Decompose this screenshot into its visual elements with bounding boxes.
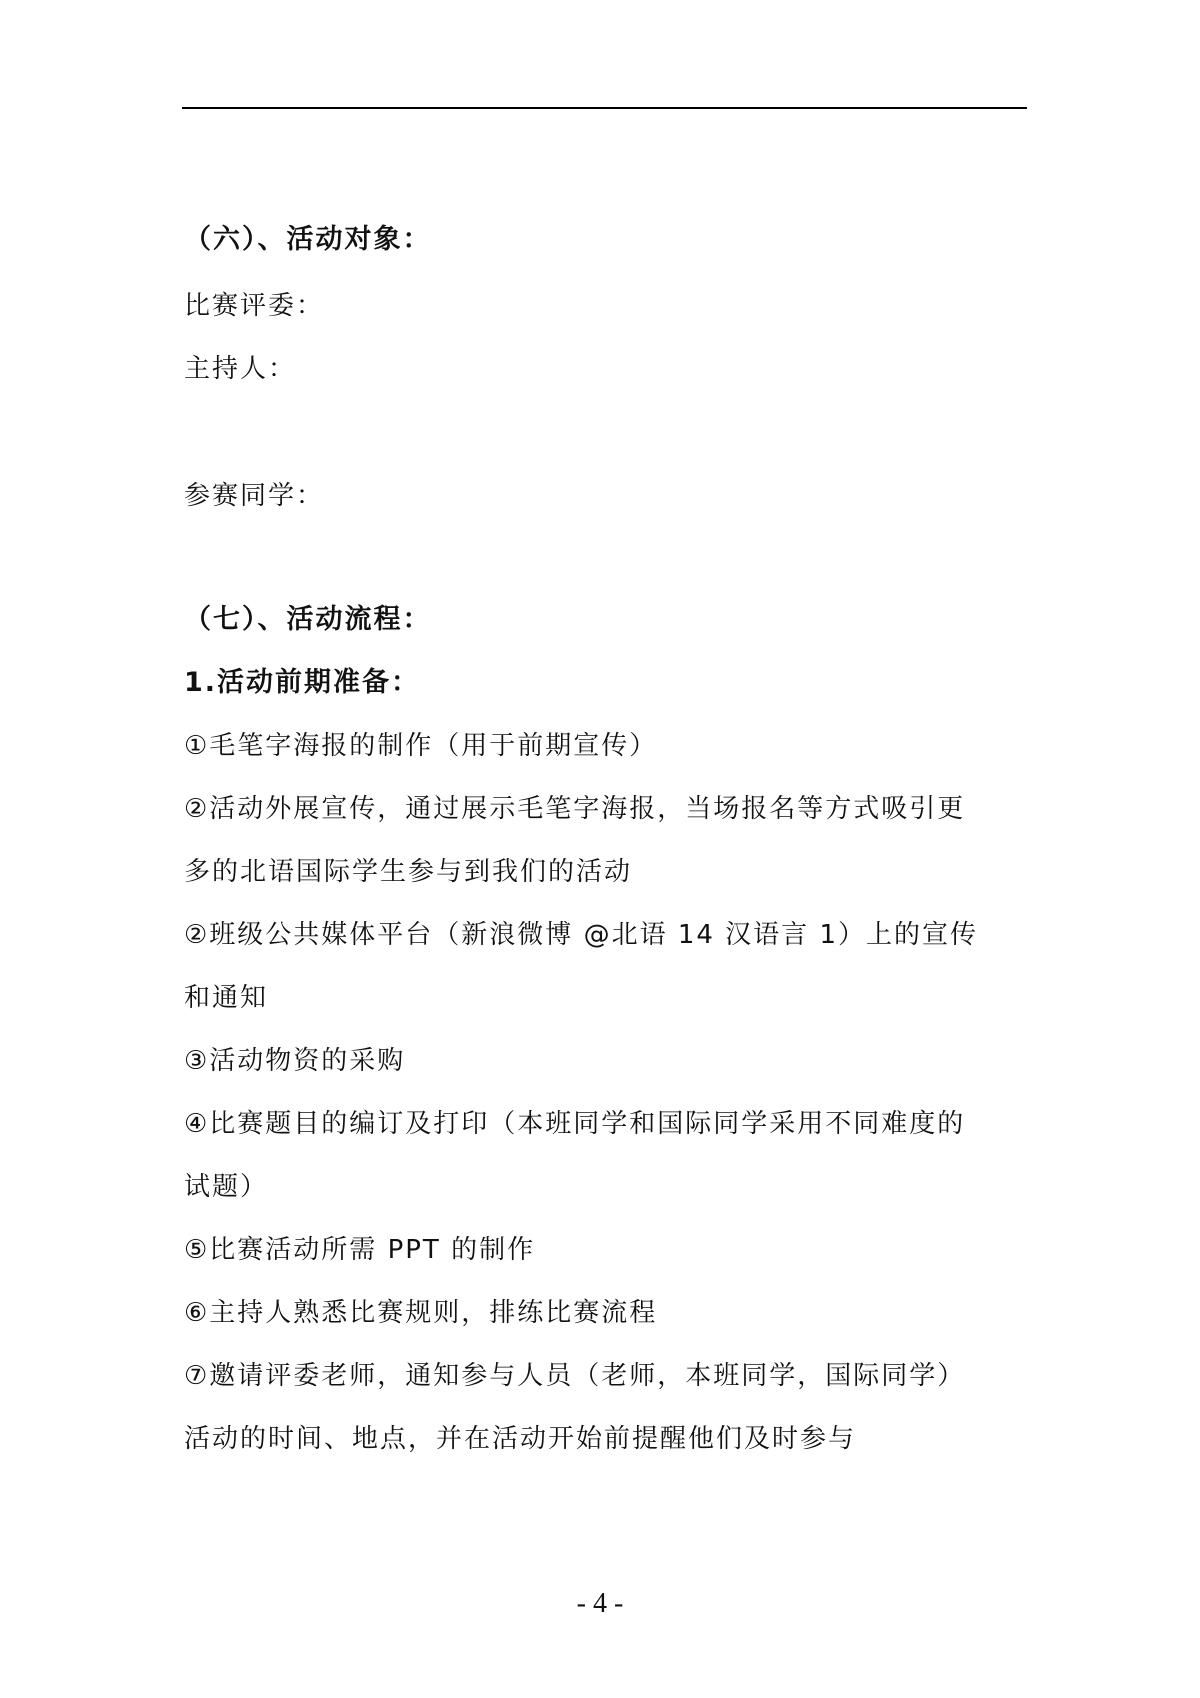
process-line: ⑥主持人熟悉比赛规则，排练比赛流程 (184, 1298, 658, 1328)
process-line: ②班级公共媒体平台（新浪微博 @北语 14 汉语言 1）上的宣传 (184, 920, 978, 950)
process-line: 试题） (184, 1172, 269, 1202)
process-line: ①毛笔字海报的制作（用于前期宣传） (184, 731, 658, 761)
page-number: - 4 - (576, 1588, 624, 1619)
object-participants: 参赛同学： (184, 481, 325, 511)
process-line: ③活动物资的采购 (184, 1046, 406, 1076)
process-line: 活动的时间、地点，并在活动开始前提醒他们及时参与 (184, 1424, 857, 1454)
section-heading-6: （六）、活动对象： (184, 224, 432, 255)
process-line: ④比赛题目的编订及打印（本班同学和国际同学采用不同难度的 (184, 1109, 966, 1139)
process-line: 和通知 (184, 983, 269, 1013)
process-line: ⑦邀请评委老师，通知参与人员（老师，本班同学，国际同学） (184, 1361, 966, 1391)
process-line: 多的北语国际学生参与到我们的活动 (184, 857, 633, 887)
section-heading-7: （七）、活动流程： (184, 604, 432, 635)
subheading-preparation: 1.活动前期准备： (184, 667, 421, 698)
object-host: 主持人： (184, 354, 297, 384)
object-judges: 比赛评委： (184, 291, 325, 321)
process-line: ⑤比赛活动所需 PPT 的制作 (184, 1235, 536, 1265)
process-line: ②活动外展宣传，通过展示毛笔字海报，当场报名等方式吸引更 (184, 794, 966, 824)
header-rule (182, 107, 1027, 109)
